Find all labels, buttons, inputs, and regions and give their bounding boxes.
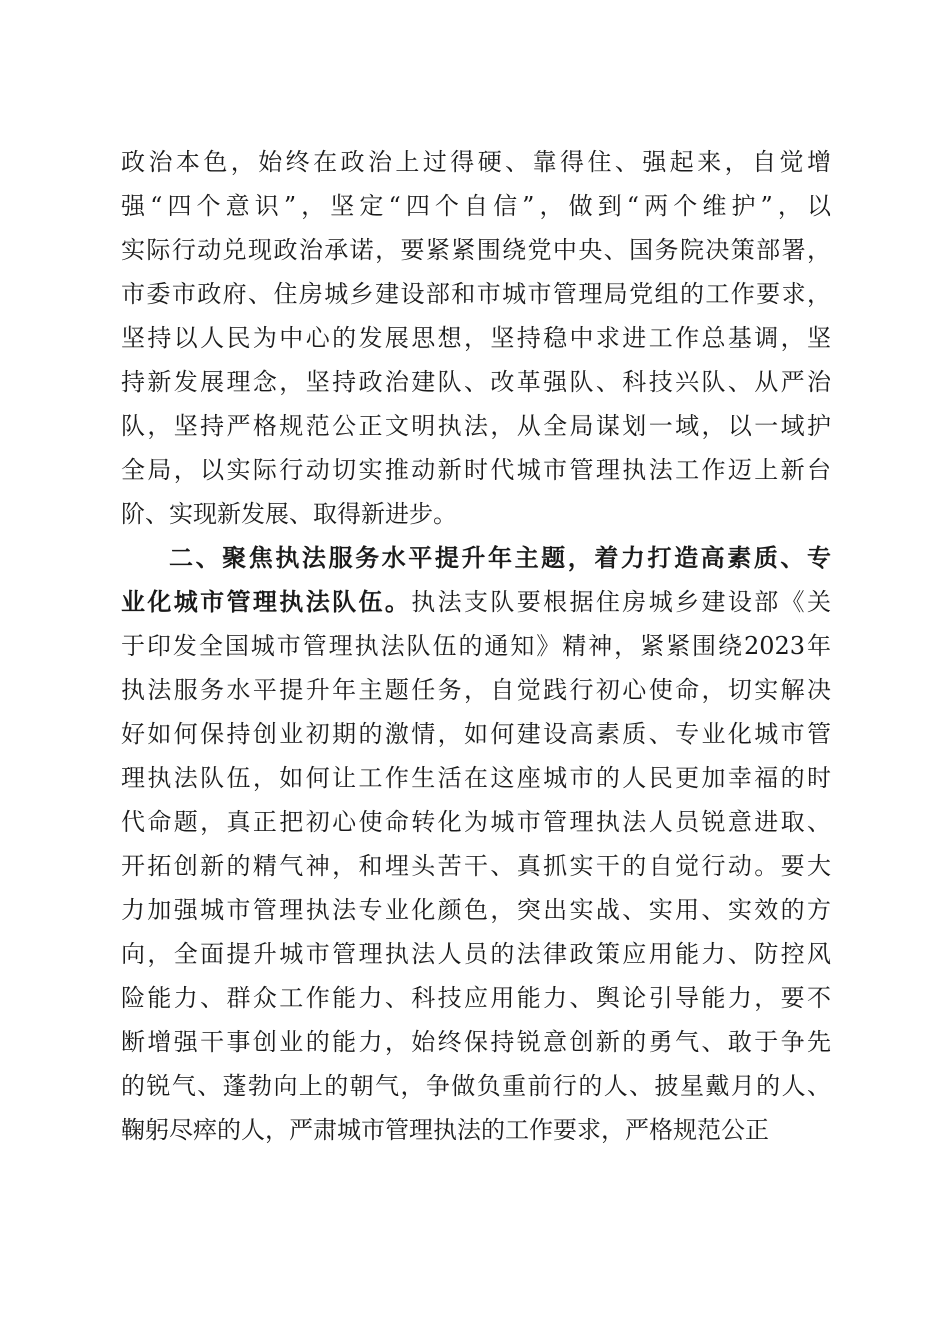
section-heading-end: 业化城市管理执法队伍。 (121, 588, 412, 616)
text-line: 向，全面提升城市管理执法人员的法律政策应用能力、防控风 (121, 940, 831, 968)
text-line: 的锐气、蓬勃向上的朝气，争做负重前行的人、披星戴月的人、 (121, 1072, 831, 1100)
text-segment: 执法支队要根据住房城乡建设部《关 (411, 588, 832, 616)
text-line: 政治本色，始终在政治上过得硬、靠得住、强起来，自觉增 (121, 148, 831, 176)
text-line: 险能力、群众工作能力、科技应用能力、舆论引导能力，要不 (121, 984, 831, 1012)
document-body (121, 140, 831, 1152)
text-line: 执法服务水平提升年主题任务，自觉践行初心使命，切实解决 (121, 676, 831, 704)
text-line: 坚持以人民为中心的发展思想，坚持稳中求进工作总基调，坚 (121, 324, 831, 352)
text-line: 全局，以实际行动切实推动新时代城市管理执法工作迈上新台 (121, 456, 831, 484)
text-line: 力加强城市管理执法专业化颜色，突出实战、实用、实效的方 (121, 896, 831, 924)
text-line: 断增强干事创业的能力，始终保持锐意创新的勇气、敢于争先 (121, 1028, 831, 1056)
text-line: 鞠躬尽瘁的人，严肃城市管理执法的工作要求，严格规范公正 (121, 1116, 769, 1144)
text-line: 代命题，真正把初心使命转化为城市管理执法人员锐意进取、 (121, 808, 831, 836)
text-line (121, 580, 831, 624)
section-heading: 二、聚焦执法服务水平提升年主题，着力打造高素质、专 (169, 544, 831, 572)
text-line: 阶、实现新发展、取得新进步。 (121, 500, 457, 528)
text-line: 于印发全国城市管理执法队伍的通知》精神，紧紧围绕2023年 (121, 632, 831, 660)
text-line: 好如何保持创业初期的激情，如何建设高素质、专业化城市管 (121, 720, 831, 748)
text-line: 开拓创新的精气神，和埋头苦干、真抓实干的自觉行动。要大 (121, 852, 831, 880)
text-line: 市委市政府、住房城乡建设部和市城市管理局党组的工作要求， (121, 280, 831, 308)
text-line: 持新发展理念，坚持政治建队、改革强队、科技兴队、从严治 (121, 368, 831, 396)
text-line: 实际行动兑现政治承诺，要紧紧围绕党中央、国务院决策部署， (121, 236, 831, 264)
text-line: 强“四个意识”，坚定“四个自信”，做到“两个维护”，以 (121, 192, 831, 220)
text-line: 队，坚持严格规范公正文明执法，从全局谋划一域，以一域护 (121, 412, 831, 440)
text-line: 理执法队伍，如何让工作生活在这座城市的人民更加幸福的时 (121, 764, 831, 792)
